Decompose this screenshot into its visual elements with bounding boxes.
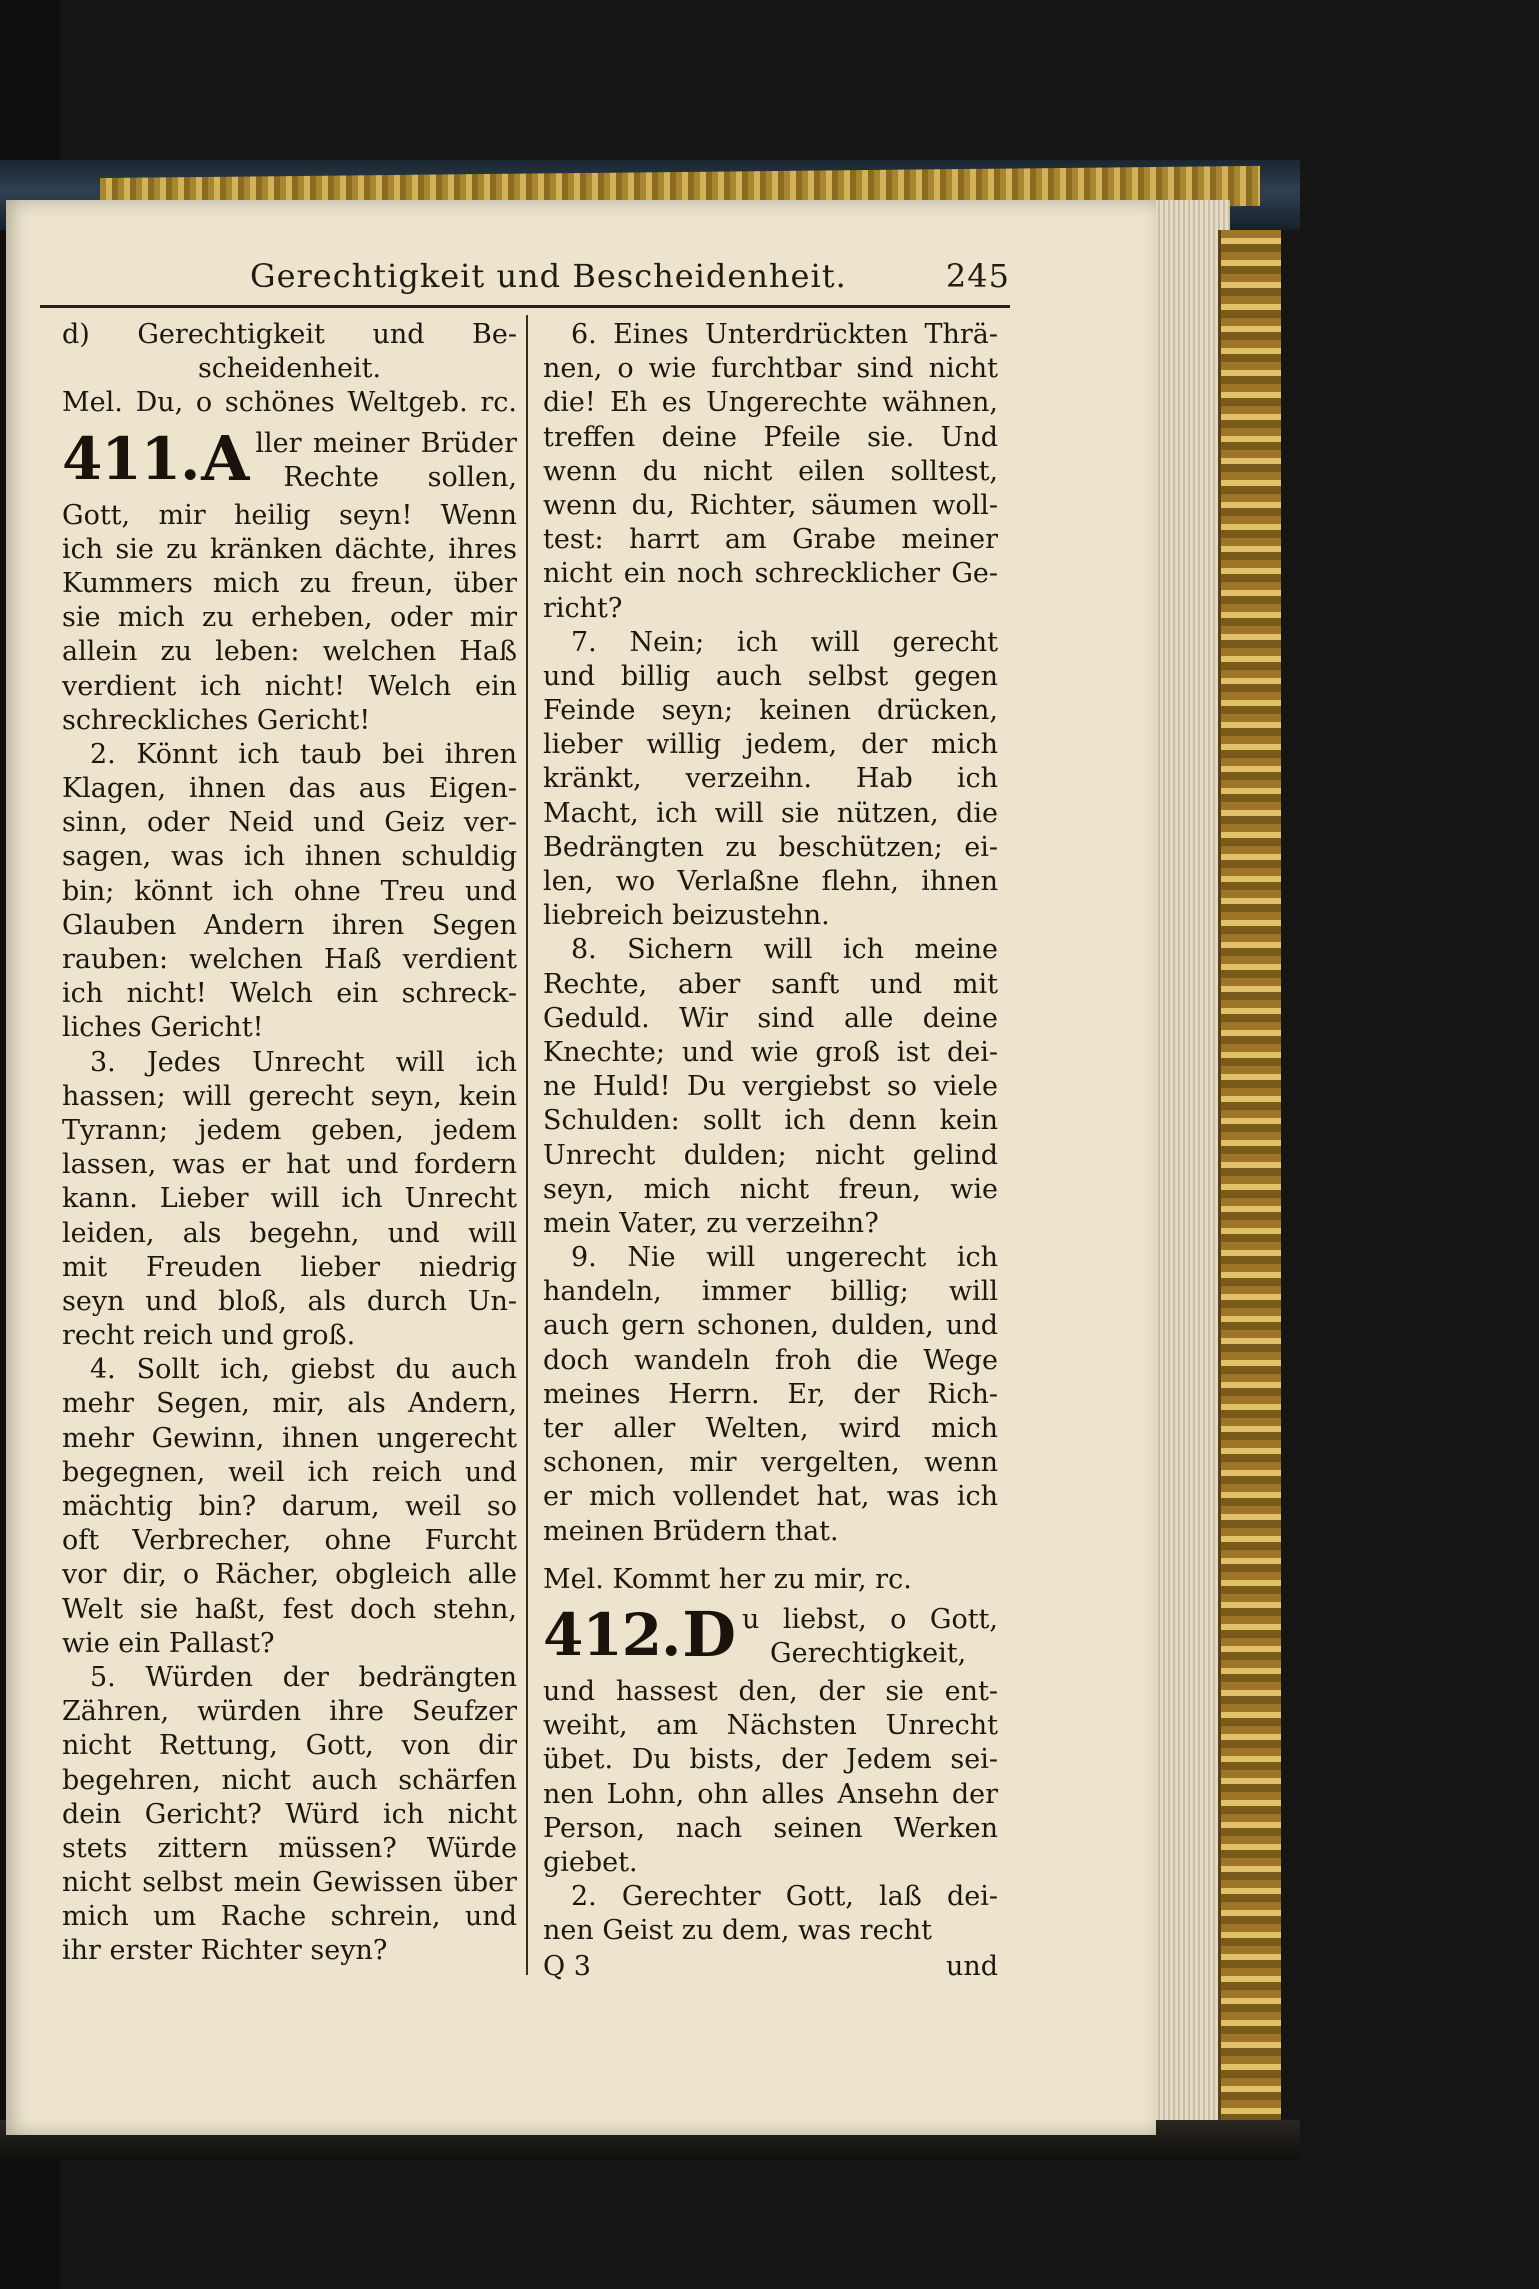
text-line: vor dir, o Rächer, obgleich alle (62, 1559, 517, 1591)
text-line: richt? (543, 592, 623, 624)
text-line: ihr erster Richter seyn? (62, 1935, 388, 1967)
text-line: Gerechtigkeit, (770, 1637, 967, 1669)
text-line: Bedrängten zu beschützen; ei- (543, 831, 998, 863)
text-line: doch wandeln froh die Wege (543, 1344, 998, 1376)
text-line: hassen; will gerecht seyn, kein (62, 1080, 517, 1112)
text-line: 6. Eines Unterdrückten Thrä- (571, 319, 998, 350)
text-line: 2. Könnt ich taub bei ihren (90, 738, 517, 770)
text-line: mehr Gewinn, ihnen ungerecht (62, 1422, 517, 1454)
text-line: 5. Würden der bedrängten (90, 1661, 517, 1693)
text-line: 9. Nie will ungerecht ich (571, 1242, 998, 1274)
text-line: len, wo Verlaßne flehn, ihnen (543, 866, 998, 897)
text-line: Kummers mich zu freun, über (62, 567, 517, 599)
page-footer (543, 1950, 998, 1984)
text-line: nicht ein noch schrecklicher Ge- (543, 558, 998, 590)
text-line: Welt sie haßt, fest doch stehn, (62, 1593, 517, 1625)
drop-initial: A (201, 421, 250, 495)
text-line: oft Verbrecher, ohne Furcht (62, 1525, 517, 1557)
text-line: wenn du, Richter, säumen woll- (543, 489, 998, 521)
text-line: er mich vollendet hat, was ich (543, 1481, 998, 1513)
text-line: Rechte sollen, (283, 461, 517, 493)
text-line: ich sie zu kränken dächte, ihres (62, 533, 517, 565)
hymn-number: 412. (543, 1600, 681, 1669)
text-line: Rechte, aber sanft und mit (543, 968, 998, 1000)
text-line: lassen, was er hat und fordern (62, 1149, 517, 1181)
text-line: nicht selbst mein Gewissen über (62, 1867, 517, 1899)
text-line: mit Freuden lieber niedrig (62, 1251, 517, 1283)
text-line: Gott, mir heilig seyn! Wenn (62, 499, 517, 531)
text-line: Schulden: sollt ich denn kein (543, 1105, 998, 1137)
text-line: begehren, nicht auch schärfen (62, 1764, 517, 1796)
text-line: ller meiner Brüder (255, 427, 517, 459)
section-heading-line: scheidenheit. (197, 353, 382, 385)
text-line: recht reich und groß. (62, 1320, 356, 1352)
text-line: sinn, oder Neid und Geiz ver- (62, 807, 517, 839)
text-line: Klagen, ihnen das aus Eigen- (62, 773, 517, 805)
text-line: ter aller Welten, wird mich (543, 1413, 998, 1444)
melody-line: Mel. Kommt her zu mir, rc. (543, 1563, 912, 1595)
right-body-text (543, 318, 998, 1549)
text-line: bin; könnt ich ohne Treu und (62, 875, 517, 907)
text-line: sie mich zu erheben, oder mir (62, 602, 517, 634)
text-line: die! Eh es Ungerechte wähnen, (543, 387, 998, 419)
text-line: meines Herrn. Er, der Rich- (543, 1378, 998, 1410)
text-line: 2. Gerechter Gott, laß dei- (571, 1881, 998, 1913)
text-line: dein Gericht? Würd ich nicht (62, 1798, 517, 1830)
text-line: übet. Du bists, der Jedem sei- (543, 1744, 998, 1776)
text-line: ich nicht! Welch ein schreck- (62, 978, 517, 1010)
text-line: allein zu leben: welchen Haß (62, 636, 517, 668)
header-rule (40, 305, 1010, 308)
text-line: Tyrann; jedem geben, jedem (62, 1114, 517, 1146)
text-line: schreckliches Gericht! (62, 704, 371, 736)
text-line: giebet. (543, 1846, 638, 1878)
melody-line: Mel. Du, o schönes Weltgeb. rc. (62, 387, 517, 419)
text-line: weiht, am Nächsten Unrecht (543, 1710, 998, 1742)
text-line: mächtig bin? darum, weil so (62, 1491, 517, 1522)
right-body-text (543, 1675, 998, 1949)
section-heading-line: d) Gerechtigkeit und Be- (62, 319, 517, 350)
text-line: rauben: welchen Haß verdient (62, 944, 517, 975)
text-line: liches Gericht! (62, 1012, 264, 1044)
text-line: wenn du nicht eilen solltest, (543, 455, 998, 487)
catchword: und (945, 1951, 998, 1983)
text-line: und billig auch selbst gegen (543, 660, 998, 692)
gilt-edge-right (1218, 230, 1281, 2130)
text-line: 4. Sollt ich, giebst du auch (90, 1354, 517, 1386)
text-line: test: harrt am Grabe meiner (543, 524, 998, 556)
text-line: stets zittern müssen? Würde (62, 1832, 517, 1864)
text-line: lieber willig jedem, der mich (543, 729, 998, 761)
text-line: seyn, mich nicht freun, wie (543, 1173, 998, 1205)
text-line: handeln, immer billig; will (543, 1276, 998, 1308)
right-column (543, 318, 998, 1985)
text-line: u liebst, o Gott, (742, 1603, 998, 1635)
text-line: Unrecht dulden; nicht gelind (543, 1139, 998, 1171)
hymn-number: 411. (62, 424, 200, 493)
text-line: Zähren, würden ihre Seufzer (62, 1696, 517, 1728)
text-line: mehr Segen, mir, als Andern, (62, 1388, 517, 1420)
hymn-411-start (62, 421, 517, 495)
text-line: meinen Brüdern that. (543, 1515, 839, 1547)
text-line: nen Geist zu dem, was recht (543, 1915, 932, 1947)
text-line: Macht, ich will sie nützen, die (543, 797, 998, 829)
text-line: Geduld. Wir sind alle deine (543, 1002, 998, 1034)
text-line: liebreich beizustehn. (543, 900, 830, 932)
page-number: 245 (945, 257, 1010, 295)
text-line: 8. Sichern will ich meine (571, 934, 998, 966)
text-line: auch gern schonen, dulden, und (543, 1310, 998, 1342)
left-column (62, 318, 517, 1969)
text-line: kann. Lieber will ich Unrecht (62, 1183, 517, 1215)
text-line: leiden, als begehn, und will (62, 1217, 517, 1249)
text-line: treffen deine Pfeile sie. Und (543, 421, 998, 453)
text-line: wie ein Pallast? (62, 1627, 275, 1659)
text-line: begegnen, weil ich reich und (62, 1456, 517, 1488)
text-line: nen Lohn, ohn alles Ansehn der (543, 1778, 998, 1810)
text-line: Glauben Andern ihren Segen (62, 909, 517, 941)
signature-mark: Q 3 (543, 1951, 591, 1983)
column-rule (526, 315, 528, 1975)
text-line: seyn und bloß, als durch Un- (62, 1285, 517, 1317)
text-line: Feinde seyn; keinen drücken, (543, 695, 998, 727)
text-line: 7. Nein; ich will gerecht (571, 626, 998, 658)
left-body-text (62, 499, 517, 1969)
drop-initial: D (682, 1597, 737, 1671)
text-line: sagen, was ich ihnen schuldig (62, 841, 517, 873)
text-line: mich um Rache schrein, und (62, 1901, 517, 1933)
text-line: nen, o wie furchtbar sind nicht (543, 353, 998, 385)
text-line: mein Vater, zu verzeihn? (543, 1207, 879, 1239)
text-line: Person, nach seinen Werken (543, 1812, 998, 1844)
text-line: verdient ich nicht! Welch ein (62, 670, 517, 702)
text-line: kränkt, verzeihn. Hab ich (543, 763, 998, 795)
running-title: Gerechtigkeit und Bescheidenheit. (250, 257, 847, 295)
text-line: schonen, mir vergelten, wenn (543, 1447, 998, 1479)
text-line: ne Huld! Du vergiebst so viele (543, 1071, 998, 1103)
hymn-412-start (543, 1597, 998, 1671)
text-line: Knechte; und wie groß ist dei- (543, 1036, 998, 1068)
text-line: nicht Rettung, Gott, von dir (62, 1730, 517, 1762)
text-line: 3. Jedes Unrecht will ich (90, 1046, 517, 1078)
page-header (250, 257, 1010, 303)
text-line: und hassest den, der sie ent- (543, 1675, 998, 1707)
